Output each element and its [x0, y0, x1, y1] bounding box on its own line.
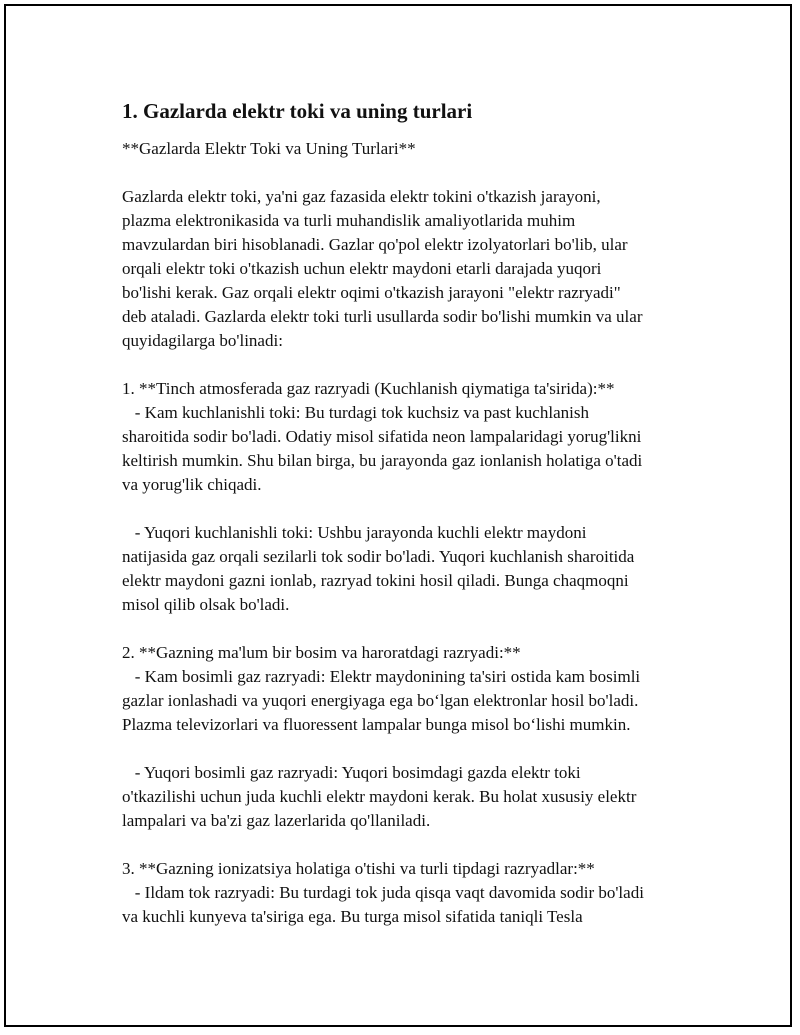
- spacer: [122, 617, 722, 641]
- spacer: [122, 833, 722, 857]
- intro-paragraph: Gazlarda elektr toki, ya'ni gaz fazasida elektr tokini o'tkazish jarayoni, plazma elektronikasida va turli muhandislik amaliyotlarida muhim mavzulardan biri hisoblanadi. Gazlar qo'pol elektr izolyatorlari bo'lib, ular orqali elektr toki o'tkazish uchun elektr maydoni etarli darajada yuqori bo'lishi kerak. Gaz orqali elektr oqimi o'tkazish jarayoni "elektr razryadi" deb ataladi. Gazlarda elektr toki turli usullarda sodir bo'lishi mumkin va ular quyidagilarga bo'linadi:: [122, 187, 643, 350]
- spacer: [122, 737, 722, 761]
- spacer: [122, 353, 722, 377]
- spacer: [122, 161, 722, 185]
- section-2b-paragraph: - Yuqori bosimli gaz razryadi: Yuqori bosimdagi gazda elektr toki o'tkazilishi uchun juda kuchli elektr maydoni kerak. Bu holat xususiy elektr lampalari va ba'zi gaz lazerlarida qo'llaniladi.: [122, 763, 637, 830]
- page-title: 1. Gazlarda elektr toki va uning turlari: [122, 99, 473, 123]
- document-page: [4, 4, 792, 1027]
- document-body: [122, 98, 722, 929]
- section-1-paragraph: 1. **Tinch atmosferada gaz razryadi (Kuchlanish qiymatiga ta'sirida):** - Kam kuchlanishli toki: Bu turdagi tok kuchsiz va past kuchlanish sharoitida sodir bo'ladi. Odatiy misol sifatida neon lampalaridagi yorug'likni keltirish mumkin. Shu bilan birga, bu jarayonda gaz ionlanish holatiga o'tadi va yorug'lik chiqadi.: [122, 379, 643, 494]
- section-2-paragraph: 2. **Gazning ma'lum bir bosim va haroratdagi razryadi:** - Kam bosimli gaz razryadi: Elektr maydonining ta'siri ostida kam bosimli gazlar ionlashadi va yuqori energiyaga ega bo‘lgan elektronlar hosil bo'ladi. Plazma televizorlari va fluoressent lampalar bunga misol bo‘lishi mumkin.: [122, 643, 641, 734]
- section-1b-paragraph: - Yuqori kuchlanishli toki: Ushbu jarayonda kuchli elektr maydoni natijasida gaz orqali sezilarli tok sodir bo'ladi. Yuqori kuchlanish sharoitida elektr maydoni gazni ionlab, razryad tokini hosil qiladi. Bunga chaqmoqni misol qilib olsak bo'ladi.: [122, 523, 635, 614]
- section-3-paragraph: 3. **Gazning ionizatsiya holatiga o'tishi va turli tipdagi razryadlar:** - Ildam tok razryadi: Bu turdagi tok juda qisqa vaqt davomida sodir bo'ladi va kuchli kunyeva ta'siriga ega. Bu turga misol sifatida taniqli Tesla: [122, 859, 644, 926]
- spacer: [122, 497, 722, 521]
- subtitle-paragraph: **Gazlarda Elektr Toki va Uning Turlari**: [122, 139, 416, 158]
